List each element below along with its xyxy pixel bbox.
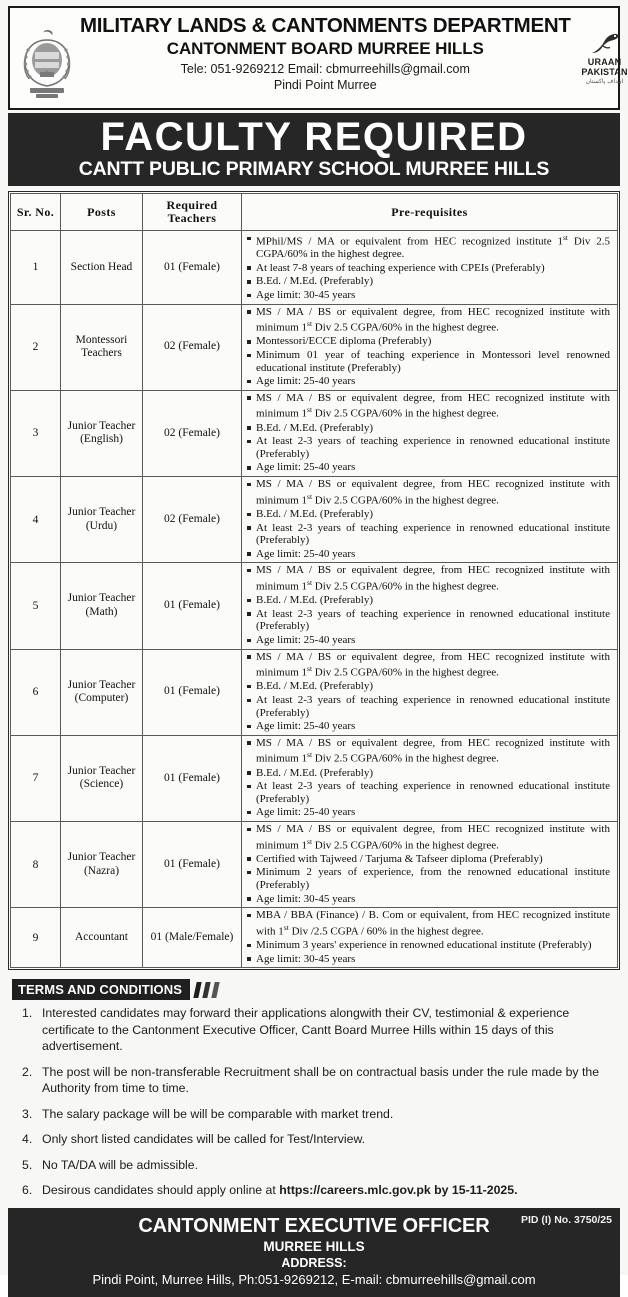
column-header-sr-no: Sr. No.: [11, 194, 61, 231]
cell-pre-requisites: [242, 477, 618, 563]
cell-required-teachers: 02 (Female): [143, 304, 242, 390]
cell-required-teachers: 02 (Female): [143, 390, 242, 476]
masthead: [8, 6, 628, 110]
pre-requisite-item: At least 2-3 years of teaching experience in renowned educational institute (Preferably): [256, 435, 610, 460]
table-row: [11, 390, 618, 476]
pre-requisite-item: MS / MA / BS or equivalent degree, from HEC recognized institute with minimum 1st Div 2.5 CGPA/60% in the highest degree.: [256, 391, 610, 421]
terms-item: No TA/DA will be admissible.: [42, 1157, 199, 1172]
pre-requisite-item: Age limit: 25-40 years: [256, 375, 612, 388]
pre-requisite-list: [242, 737, 614, 819]
faculty-required-banner: [8, 113, 620, 186]
pre-requisite-list: [242, 564, 614, 646]
cell-post-title: Junior Teacher (English): [61, 390, 143, 476]
table-row: [11, 649, 618, 735]
cell-sr-no: 8: [11, 821, 61, 907]
pre-requisite-list: [242, 232, 614, 302]
column-header-pre-requisites: Pre-requisites: [242, 194, 618, 231]
pre-requisite-item: B.Ed. / M.Ed. (Preferably): [256, 275, 612, 288]
banner-school-name: CANTT PUBLIC PRIMARY SCHOOL MURREE HILLS: [78, 158, 550, 180]
cell-sr-no: 4: [11, 477, 61, 563]
cell-pre-requisites: [242, 735, 618, 821]
table-row: [11, 735, 618, 821]
pre-requisite-item: B.Ed. / M.Ed. (Preferably): [256, 767, 612, 780]
pre-requisite-list: [242, 651, 614, 733]
masthead-text: [80, 12, 571, 93]
pre-requisite-item: MS / MA / BS or equivalent degree, from HEC recognized institute with minimum 1st Div 2.5 CGPA/60% in the highest degree.: [256, 736, 610, 765]
pre-requisite-item: Minimum 3 years' experience in renowned educational institute (Preferably): [256, 939, 612, 952]
banner-headline: FACULTY REQUIRED: [100, 115, 528, 159]
cell-pre-requisites: [242, 908, 618, 968]
pre-requisite-item: B.Ed. / M.Ed. (Preferably): [256, 594, 612, 607]
cell-pre-requisites: [242, 390, 618, 476]
terms-list: [8, 1005, 620, 1199]
cell-post-title: Montessori Teachers: [61, 304, 143, 390]
cell-post-title: Section Head: [61, 231, 143, 305]
pre-requisite-item: Age limit: 25-40 years: [256, 634, 612, 647]
terms-item: Interested candidates may forward their applications alongwith their CV, testimonial & experience certificate to the Cantonment Executive Officer, Cantt Board Murree Hills within 15 days of this advertisement.: [42, 1006, 570, 1054]
uraan-bird-icon: [588, 32, 622, 58]
cell-pre-requisites: [242, 649, 618, 735]
pre-requisite-item: Minimum 01 year of teaching experience in Montessori level renowned educational institute (Preferably): [256, 349, 610, 374]
contact-line: Tele: 051-9269212 Email: cbmurreehills@gmail.com: [180, 62, 470, 76]
pre-requisite-item: Montessori/ECCE diploma (Preferably): [256, 335, 612, 348]
department-title: MILITARY LANDS & CANTONMENTS DEPARTMENT: [80, 14, 571, 37]
board-title: CANTONMENT BOARD MURREE HILLS: [166, 39, 484, 58]
column-header-posts: Posts: [61, 194, 143, 231]
pre-requisite-item: Minimum 2 years of experience, from the renowned educational institute (Preferably): [256, 866, 610, 891]
pre-requisite-item: MS / MA / BS or equivalent degree, from HEC recognized institute with minimum 1st Div 2.5 CGPA/60% in the highest degree.: [256, 305, 610, 334]
terms-item: The post will be non-transferable Recruitment shall be on contractual basis under the rule made by the Authority from time to time.: [42, 1064, 600, 1096]
cell-post-title: Junior Teacher (Computer): [61, 649, 143, 735]
pre-requisite-item: Age limit: 25-40 years: [256, 806, 612, 819]
pakistan-state-emblem-icon: [14, 12, 80, 100]
cell-required-teachers: 01 (Female): [143, 735, 242, 821]
footer-title: CANTONMENT EXECUTIVE OFFICER: [138, 1214, 490, 1237]
pre-requisite-item: At least 2-3 years of teaching experience in renowned educational institute (Preferably): [256, 693, 610, 719]
cell-sr-no: 9: [11, 908, 61, 968]
cell-post-title: Junior Teacher (Nazra): [61, 821, 143, 907]
terms-item: The salary package will be will be comparable with market trend.: [42, 1106, 394, 1121]
table-row: [11, 477, 618, 563]
uraan-urdu-label: اہداف پاکستان: [585, 78, 624, 85]
footer-address-label: ADDRESS:: [281, 1255, 347, 1270]
pre-requisite-item: At least 2-3 years of teaching experience in renowned educational institute (Preferably): [256, 607, 610, 633]
pre-requisite-item: At least 2-3 years of teaching experience in renowned educational institute (Preferably): [256, 521, 610, 547]
pre-requisite-item: MS / MA / BS or equivalent degree, from HEC recognized institute with minimum 1st Div 2.5 CGPA/60% in the highest degree.: [256, 650, 610, 679]
decorative-slashes-icon: [195, 982, 222, 998]
cell-pre-requisites: [242, 563, 618, 649]
pre-requisite-item: Age limit: 30-45 years: [256, 289, 612, 302]
pre-requisite-item: MPhil/MS / MA or equivalent from HEC recognized institute 1st Div 2.5 CGPA/60% in the highest degree.: [256, 233, 610, 261]
table-header-row: [11, 194, 618, 231]
cell-required-teachers: 01 (Male/Female): [143, 908, 242, 968]
cell-required-teachers: 01 (Female): [143, 563, 242, 649]
pre-requisite-item: Age limit: 25-40 years: [256, 720, 612, 733]
cell-required-teachers: 02 (Female): [143, 477, 242, 563]
pre-requisite-item: B.Ed. / M.Ed. (Preferably): [256, 508, 612, 521]
pre-requisite-item: Certified with Tajweed / Tarjuma & Tafseer diploma (Preferably): [256, 853, 612, 866]
cell-post-title: Junior Teacher (Urdu): [61, 477, 143, 563]
pre-requisite-item: MS / MA / BS or equivalent degree, from HEC recognized institute with minimum 1st Div 2.5 CGPA/60% in the highest degree.: [256, 564, 610, 593]
terms-item: Desirous candidates should apply online at https://careers.mlc.gov.pk by 15-11-2025.: [42, 1183, 518, 1198]
uraan-label-line1: URAAN: [587, 57, 622, 67]
footer-bar: [8, 1208, 620, 1297]
pre-requisite-item: At least 2-3 years of teaching experience in renowned educational institute (Preferably): [256, 780, 610, 805]
cell-sr-no: 2: [11, 304, 61, 390]
footer-subtitle: MURREE HILLS: [263, 1238, 365, 1254]
cell-post-title: Junior Teacher (Math): [61, 563, 143, 649]
pre-requisite-item: Age limit: 30-45 years: [256, 953, 612, 966]
pre-requisite-list: [242, 392, 614, 474]
jobs-table-container: [8, 191, 620, 970]
cell-post-title: Junior Teacher (Science): [61, 735, 143, 821]
table-row: [11, 563, 618, 649]
pre-requisite-list: [242, 909, 614, 965]
uraan-pakistan-logo: [571, 12, 628, 85]
pre-requisite-item: MS / MA / BS or equivalent degree, from HEC recognized institute with minimum 1st Div 2.5 CGPA/60% in the highest degree.: [256, 822, 610, 852]
cell-pre-requisites: [242, 304, 618, 390]
pre-requisite-list: [242, 306, 614, 388]
cell-sr-no: 3: [11, 390, 61, 476]
table-row: [11, 304, 618, 390]
cell-post-title: Accountant: [61, 908, 143, 968]
terms-heading-row: [12, 979, 620, 1000]
pid-number: PID (I) No. 3750/25: [520, 1213, 612, 1226]
pre-requisite-item: MBA / BBA (Finance) / B. Com or equivalent, from HEC recognized institute with 1st Div /2.5 CGPA / 60% in the highest degree.: [256, 909, 610, 938]
cell-required-teachers: 01 (Female): [143, 231, 242, 305]
jobs-table: [10, 193, 618, 968]
table-row: [11, 821, 618, 907]
pre-requisite-item: MS / MA / BS or equivalent degree, from HEC recognized institute with minimum 1st Div 2.5 CGPA/60% in the highest degree.: [256, 478, 610, 507]
terms-item: Only short listed candidates will be called for Test/Interview.: [42, 1132, 366, 1147]
footer-address: Pindi Point, Murree Hills, Ph:051-9269212, E-mail: cbmurreehills@gmail.com: [92, 1271, 536, 1287]
column-header-required-teachers: Required Teachers: [143, 194, 242, 231]
pre-requisite-item: Age limit: 30-45 years: [256, 893, 612, 906]
cell-pre-requisites: [242, 231, 618, 305]
pre-requisite-item: B.Ed. / M.Ed. (Preferably): [256, 422, 612, 435]
jobs-table-body: [11, 231, 618, 968]
cell-sr-no: 1: [11, 231, 61, 305]
cell-sr-no: 5: [11, 563, 61, 649]
table-row: [11, 231, 618, 305]
uraan-label-line2: PAKISTAN: [581, 66, 628, 77]
cell-required-teachers: 01 (Female): [143, 821, 242, 907]
pre-requisite-list: [242, 823, 614, 905]
cell-required-teachers: 01 (Female): [143, 649, 242, 735]
pre-requisite-item: Age limit: 25-40 years: [256, 461, 612, 474]
pre-requisite-item: B.Ed. / M.Ed. (Preferably): [256, 680, 612, 693]
table-row: [11, 908, 618, 968]
location-line: Pindi Point Murree: [273, 78, 377, 92]
terms-and-conditions-heading: TERMS AND CONDITIONS: [12, 979, 190, 1000]
cell-sr-no: 7: [11, 735, 61, 821]
pre-requisite-item: Age limit: 25-40 years: [256, 548, 612, 561]
cell-sr-no: 6: [11, 649, 61, 735]
cell-pre-requisites: [242, 821, 618, 907]
pre-requisite-list: [242, 478, 614, 560]
pre-requisite-item: At least 7-8 years of teaching experience with CPEIs (Preferably): [256, 262, 612, 275]
